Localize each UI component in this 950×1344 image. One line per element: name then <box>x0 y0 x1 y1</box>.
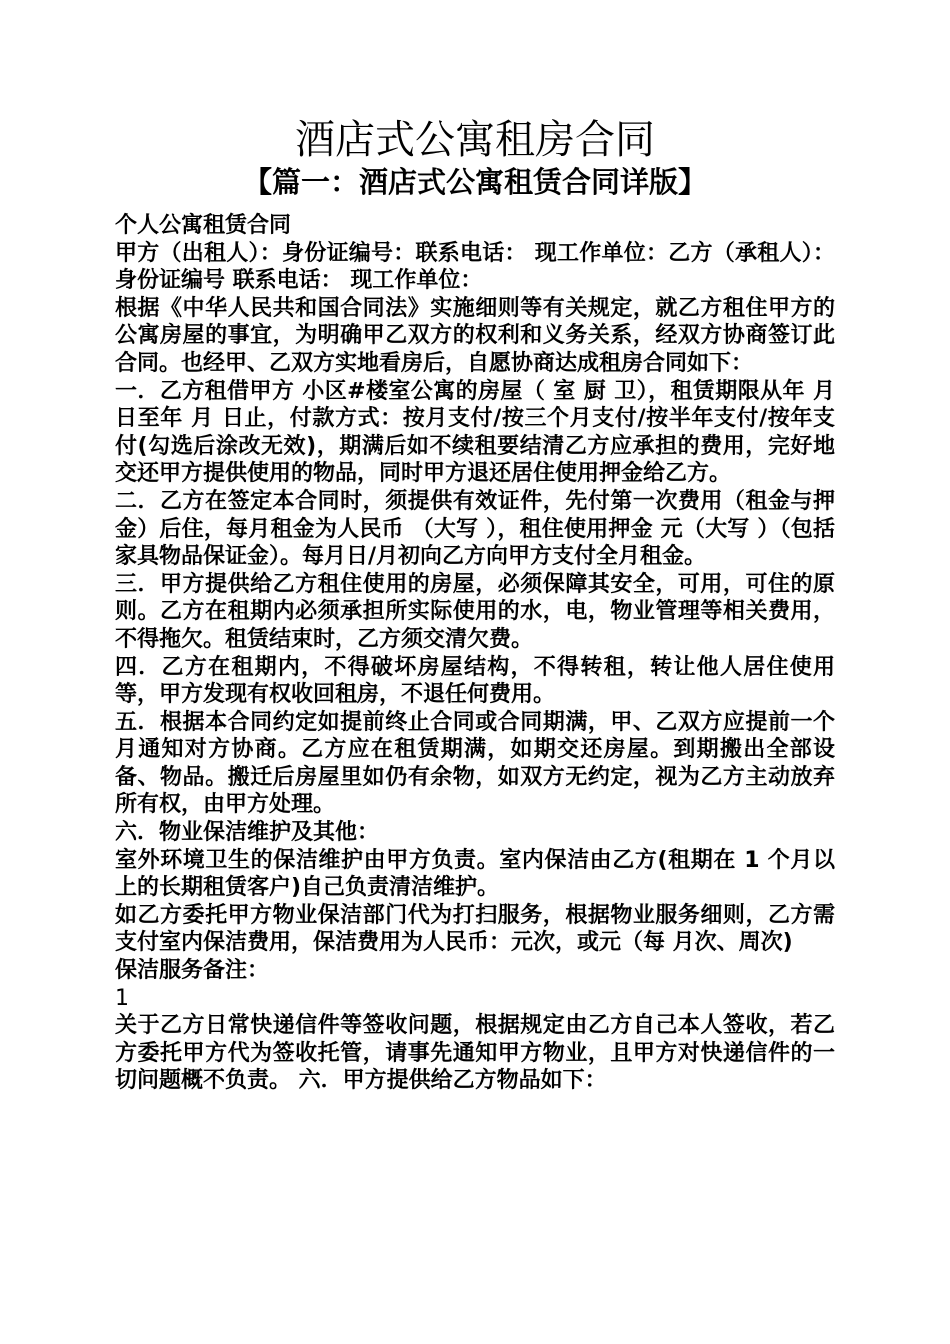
clause-5: 五．根据本合同约定如提前终止合同或合同期满，甲、乙双方应提前一个月通知对方协商。乙方应在租赁期满，如期交还房屋。到期搬出全部设备、物品。搬迁后房屋里如仍有余物，如双方无约定，视为乙方主动放弃所有权，由甲方处理。 <box>115 709 835 818</box>
cleaning-paragraph: 室外环境卫生的保洁维护由甲方负责。室内保洁由乙方(租期在 1 个月以上的长期租赁客户)自己负责清洁维护。 <box>115 847 835 901</box>
cleaning-notes-heading: 保洁服务备注： <box>115 958 270 984</box>
clause-1: 一．乙方租借甲方 小区#楼室公寓的房屋（ 室 厨 卫），租赁期限从年 月 日至年 月 日止，付款方式：按月支付/按三个月支付/按半年支付/按年支付(勾选后涂改无效)，期满后如不续租要结清乙方应承担的费用，完好地交还甲方提供使用的物品，同时甲方退还居住使用押金给乙方。 <box>115 378 835 487</box>
preamble-paragraph: 根据《中华人民共和国合同法》实施细则等有关规定，就乙方租住甲方的公寓房屋的事宜，为明确甲乙双方的权利和义务关系，经双方协商签订此合同。也经甲、乙双方实地看房后，自愿协商达成租房合同如下： <box>115 295 835 376</box>
note-number: 1 <box>115 985 129 1011</box>
document-title: 酒店式公寓租房合同 <box>295 117 655 163</box>
clause-2: 二．乙方在签定本合同时，须提供有效证件，先付第一次费用（租金与押金）后住，每月租金为人民币 （大写 ），租住使用押金 元（大写 ）（包括家具物品保证金）。每月日/月初向乙方向甲方支付全月租金。 <box>115 488 835 570</box>
section-heading: 个人公寓租赁合同 <box>115 213 292 238</box>
cleaning-service-paragraph: 如乙方委托甲方物业保洁部门代为打扫服务，根据物业服务细则，乙方需支付室内保洁费用，保洁费用为人民币：元次，或元（每 月次、周次) <box>115 902 835 956</box>
document-subtitle: 【篇一：酒店式公寓租赁合同详版】 <box>242 165 707 199</box>
parties-paragraph: 甲方（出租人）：身份证编号：联系电话： 现工作单位：乙方（承租人）： 身份证编号 联系电话： 现工作单位： <box>115 240 835 294</box>
clause-4: 四．乙方在租期内，不得破坏房屋结构，不得转租，转让他人居住使用等，甲方发现有权收回租房，不退任何费用。 <box>115 654 835 708</box>
clause-6-heading: 六．物业保洁维护及其他： <box>115 820 380 846</box>
clause-3: 三．甲方提供给乙方租住使用的房屋，必须保障其安全，可用，可住的原则。乙方在租期内必须承担所实际使用的水，电，物业管理等相关费用，不得拖欠。租赁结束时，乙方须交清欠费。 <box>115 571 835 652</box>
delivery-paragraph: 关于乙方日常快递信件等签收问题，根据规定由乙方自己本人签收，若乙方委托甲方代为签收托管，请事先通知甲方物业，且甲方对快递信件的一切问题概不负责。 六．甲方提供给乙方物品如下： <box>115 1013 835 1094</box>
document-body <box>115 212 835 1095</box>
